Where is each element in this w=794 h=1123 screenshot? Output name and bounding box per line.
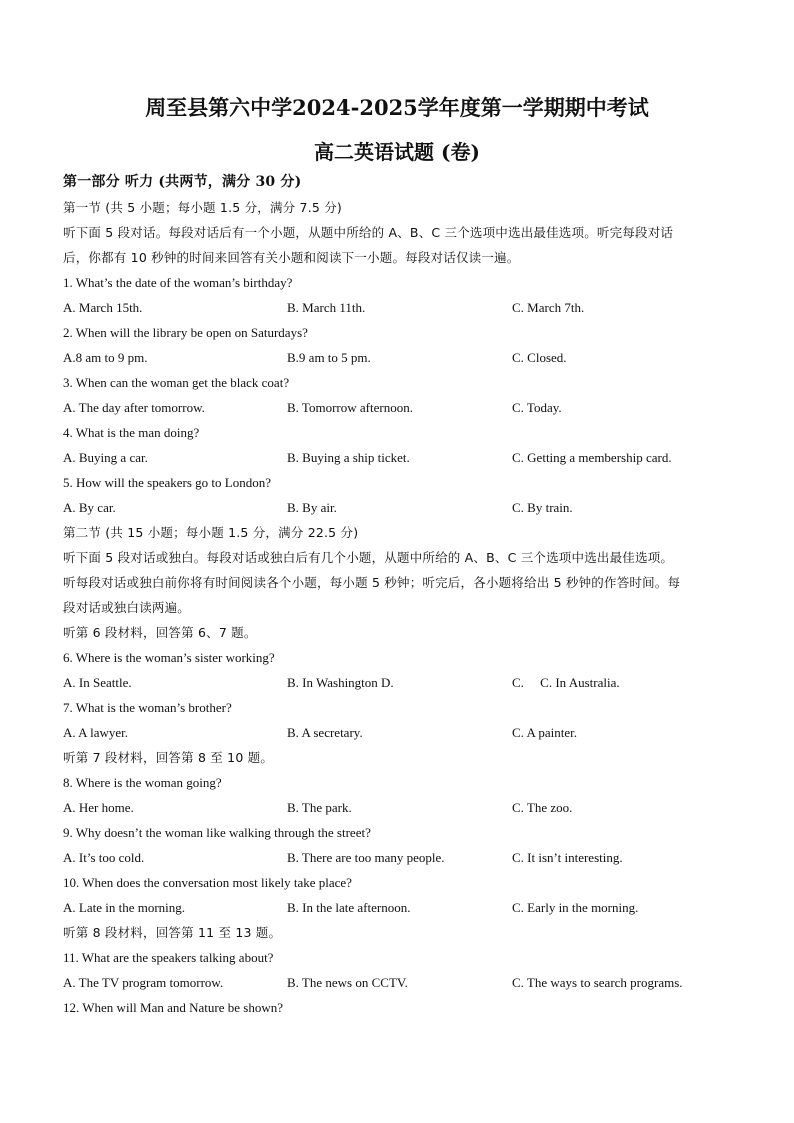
question-8-option-a: A. Her home. [63, 800, 134, 815]
question-9-option-c: C. It isn’t interesting. [512, 850, 623, 865]
question-11-option-c: C. The ways to search programs. [512, 975, 683, 990]
question-8-option-c: C. The zoo. [512, 800, 573, 815]
question-7-option-a: A. A lawyer. [63, 725, 128, 740]
question-8-options [63, 795, 743, 820]
part1-heading: 第一部分 听力 (共两节，满分 30 分) [63, 174, 302, 190]
question-11-options [63, 970, 743, 995]
question-10-option-a: A. Late in the morning. [63, 900, 186, 915]
question-3-option-c: C. Today. [512, 400, 562, 415]
question-2-option-c: C. Closed. [512, 350, 567, 365]
material-6-note: 听第 6 段材料，回答第 6、7 题。 [63, 625, 257, 640]
question-1-option-b: B. March 11th. [287, 300, 366, 315]
section2-heading: 第二节 (共 15 小题；每小题 1.5 分，满分 22.5 分) [63, 525, 359, 540]
question-3-options [63, 395, 743, 420]
material-7-note: 听第 7 段材料，回答第 8 至 10 题。 [63, 750, 274, 765]
question-6-option-c: C. C. In Australia. [512, 675, 620, 690]
question-5-options [63, 495, 743, 520]
question-5-option-b: B. By air. [287, 500, 337, 515]
question-6-option-b: B. In Washington D. [287, 675, 394, 690]
question-5-option-a: A. By car. [63, 500, 116, 515]
question-9-option-b: B. There are too many people. [287, 850, 445, 865]
question-8-stem: 8. Where is the woman going? [63, 775, 222, 790]
question-4-option-c: C. Getting a membership card. [512, 450, 672, 465]
question-2-options [63, 345, 743, 370]
section2-instruction-3: 段对话或独白读两遍。 [63, 600, 191, 615]
question-2-option-b: B.9 am to 5 pm. [287, 350, 371, 365]
question-11-option-b: B. The news on CCTV. [287, 975, 408, 990]
exam-body [63, 170, 743, 1020]
question-1-option-a: A. March 15th. [63, 300, 143, 315]
exam-title: 周至县第六中学2024-2025学年度第一学期期中考试 [145, 95, 649, 120]
question-3-option-a: A. The day after tomorrow. [63, 400, 205, 415]
question-4-options [63, 445, 743, 470]
question-1-option-c: C. March 7th. [512, 300, 585, 315]
question-8-option-b: B. The park. [287, 800, 352, 815]
question-11-option-a: A. The TV program tomorrow. [63, 975, 224, 990]
question-3-stem: 3. When can the woman get the black coat? [63, 375, 290, 390]
question-1-stem: 1. What’s the date of the woman’s birthday? [63, 275, 293, 290]
exam-subtitle: 高二英语试题 (卷) [314, 140, 480, 164]
question-3-option-b: B. Tomorrow afternoon. [287, 400, 413, 415]
question-4-stem: 4. What is the man doing? [63, 425, 200, 440]
question-6-options [63, 670, 743, 695]
question-9-option-a: A. It’s too cold. [63, 850, 145, 865]
question-10-stem: 10. When does the conversation most likely take place? [63, 875, 352, 890]
section1-instruction-1: 听下面 5 段对话。每段对话后有一个小题，从题中所给的 A、B、C 三个选项中选出最佳选项。听完每段对话 [63, 225, 674, 240]
question-9-stem: 9. Why doesn’t the woman like walking through the street? [63, 825, 371, 840]
question-10-option-b: B. In the late afternoon. [287, 900, 411, 915]
question-7-options [63, 720, 743, 745]
question-10-option-c: C. Early in the morning. [512, 900, 639, 915]
question-2-option-a: A.8 am to 9 pm. [63, 350, 148, 365]
question-5-stem: 5. How will the speakers go to London? [63, 475, 271, 490]
section2-instruction-2: 听每段对话或独白前你将有时间阅读各个小题，每小题 5 秒钟；听完后，各小题将给出 5 秒钟的作答时间。每 [63, 575, 681, 590]
question-12-stem: 12. When will Man and Nature be shown? [63, 1000, 283, 1015]
question-6-option-a: A. In Seattle. [63, 675, 132, 690]
question-2-stem: 2. When will the library be open on Saturdays? [63, 325, 308, 340]
question-6-stem: 6. Where is the woman’s sister working? [63, 650, 275, 665]
question-9-options [63, 845, 743, 870]
question-4-option-a: A. Buying a car. [63, 450, 148, 465]
section1-heading: 第一节 (共 5 小题；每小题 1.5 分，满分 7.5 分) [63, 200, 342, 215]
question-7-option-c: C. A painter. [512, 725, 577, 740]
section2-instruction-1: 听下面 5 段对话或独白。每段对话或独白后有几个小题，从题中所给的 A、B、C 三个选项中选出最佳选项。 [63, 550, 674, 565]
question-7-stem: 7. What is the woman’s brother? [63, 700, 232, 715]
question-7-option-b: B. A secretary. [287, 725, 363, 740]
question-5-option-c: C. By train. [512, 500, 573, 515]
section1-instruction-2: 后，你都有 10 秒钟的时间来回答有关小题和阅读下一小题。每段对话仅读一遍。 [63, 250, 520, 265]
question-11-stem: 11. What are the speakers talking about? [63, 950, 274, 965]
question-10-options [63, 895, 743, 920]
question-1-options [63, 295, 743, 320]
material-8-note: 听第 8 段材料，回答第 11 至 13 题。 [63, 925, 282, 940]
question-4-option-b: B. Buying a ship ticket. [287, 450, 410, 465]
